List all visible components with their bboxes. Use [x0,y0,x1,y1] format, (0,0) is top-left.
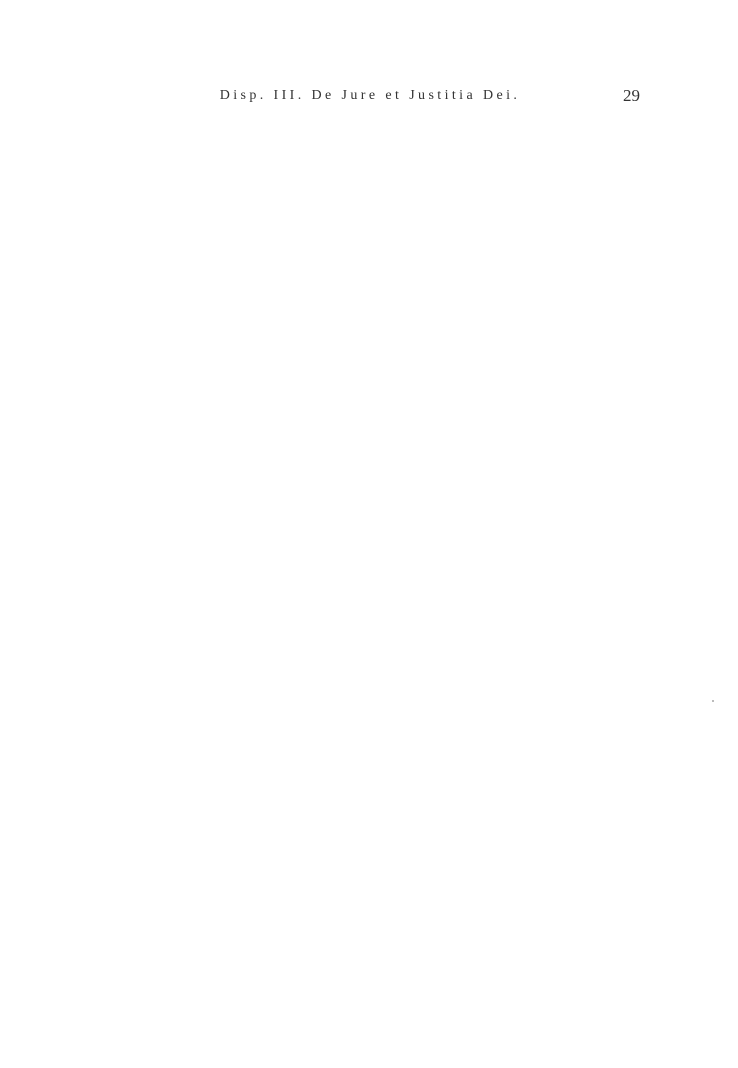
running-head [100,88,640,110]
page-number: 29 [623,86,640,105]
page-speck [712,700,714,702]
running-head-title: Disp. III. De Jure et Justitia Dei. [219,88,521,103]
